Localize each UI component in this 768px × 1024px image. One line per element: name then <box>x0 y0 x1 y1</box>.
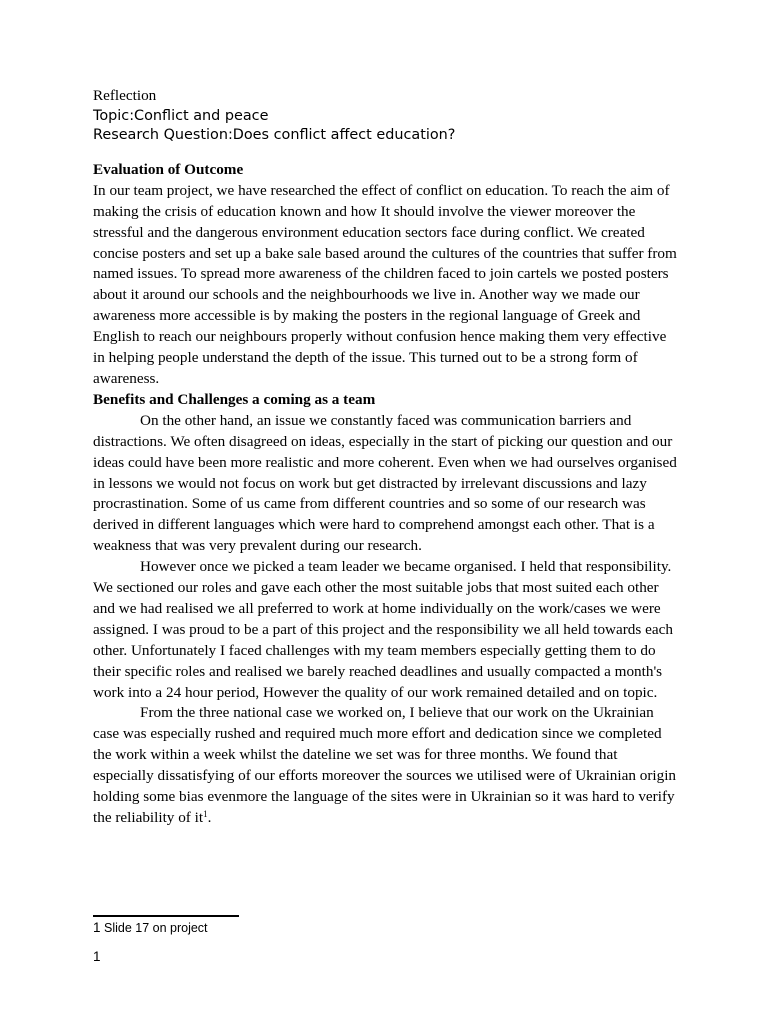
document-body <box>93 86 678 829</box>
spacer <box>93 145 678 160</box>
page-number: 1 <box>93 949 101 964</box>
footnote-text: Slide 17 on project <box>100 921 208 935</box>
footnote-number: 1 <box>93 920 101 935</box>
section-heading-evaluation: Evaluation of Outcome <box>93 160 244 178</box>
footnote <box>93 920 208 936</box>
topic-line: Topic:Conflict and peace <box>93 107 269 124</box>
section-heading-benefits-challenges: Benefits and Challenges a coming as a team <box>93 390 376 408</box>
document-label: Reflection <box>93 87 157 104</box>
footnote-reference[interactable]: 1 <box>203 809 208 819</box>
paragraph-evaluation: In our team project, we have researched the effect of conflict on education. To reach the aim of making the crisis of education known and how It should involve the viewer moreover the stressful and the dangerous environment education sectors face during conflict. We created concise posters and set up a bake sale based around the cultures of the countries that suffer from named issues. To spread more awareness of the children faced to join cartels we posted posters about it around our schools and the neighbourhoods we live in. Another way we made our awareness more accessible is by making the posters in the regional language of Greek and English to reach our neighbours properly without confusion hence making them very effective in helping people understand the depth of the issue. This turned out to be a strong form of awareness. <box>93 181 677 387</box>
paragraph-challenges-2: However once we picked a team leader we became organised. I held that responsibility. We sectioned our roles and gave each other the most suitable jobs that most suited each other and we had realised we all preferred to work at home individually on the work/cases we were assigned. I was proud to be a part of this project and the responsibility we all held towards each other. Unfortunately I faced challenges with my team members especially getting them to do their specific roles and realised we barely reached deadlines and usually compacted a month's work into a 24 hour period, However the quality of our work remained detailed and on topic. <box>93 558 673 701</box>
paragraph-challenges-3 <box>93 703 678 828</box>
paragraph-challenges-1: On the other hand, an issue we constantly faced was communication barriers and distractions. We often disagreed on ideas, especially in the start of picking our question and our ideas could have been more realistic and more coherent. Even when we had ourselves organised in lessons we would not focus on work but get distracted by irrelevant discussions and lazy procrastination. Some of us came from different countries and so some of our research was derived in different languages which were hard to comprehend amongst each other. That is a weakness that was very prevalent during our research. <box>93 411 677 555</box>
paragraph-challenges-3-text: From the three national case we worked on, I believe that our work on the Ukrainian case was especially rushed and required much more effort and dedication since we completed the work within a week whilst the dateline we set was for three months. We found that especially dissatisfying of our efforts moreover the sources we utilised were of Ukrainian origin holding some bias evenmore the language of the sites were in Ukrainian so it was hard to verify the reliability of it <box>93 704 677 826</box>
footnote-separator <box>93 915 239 917</box>
paragraph-challenges-3-end: . <box>207 809 212 826</box>
research-question-line: Research Question:Does conflict affect education? <box>93 126 456 143</box>
